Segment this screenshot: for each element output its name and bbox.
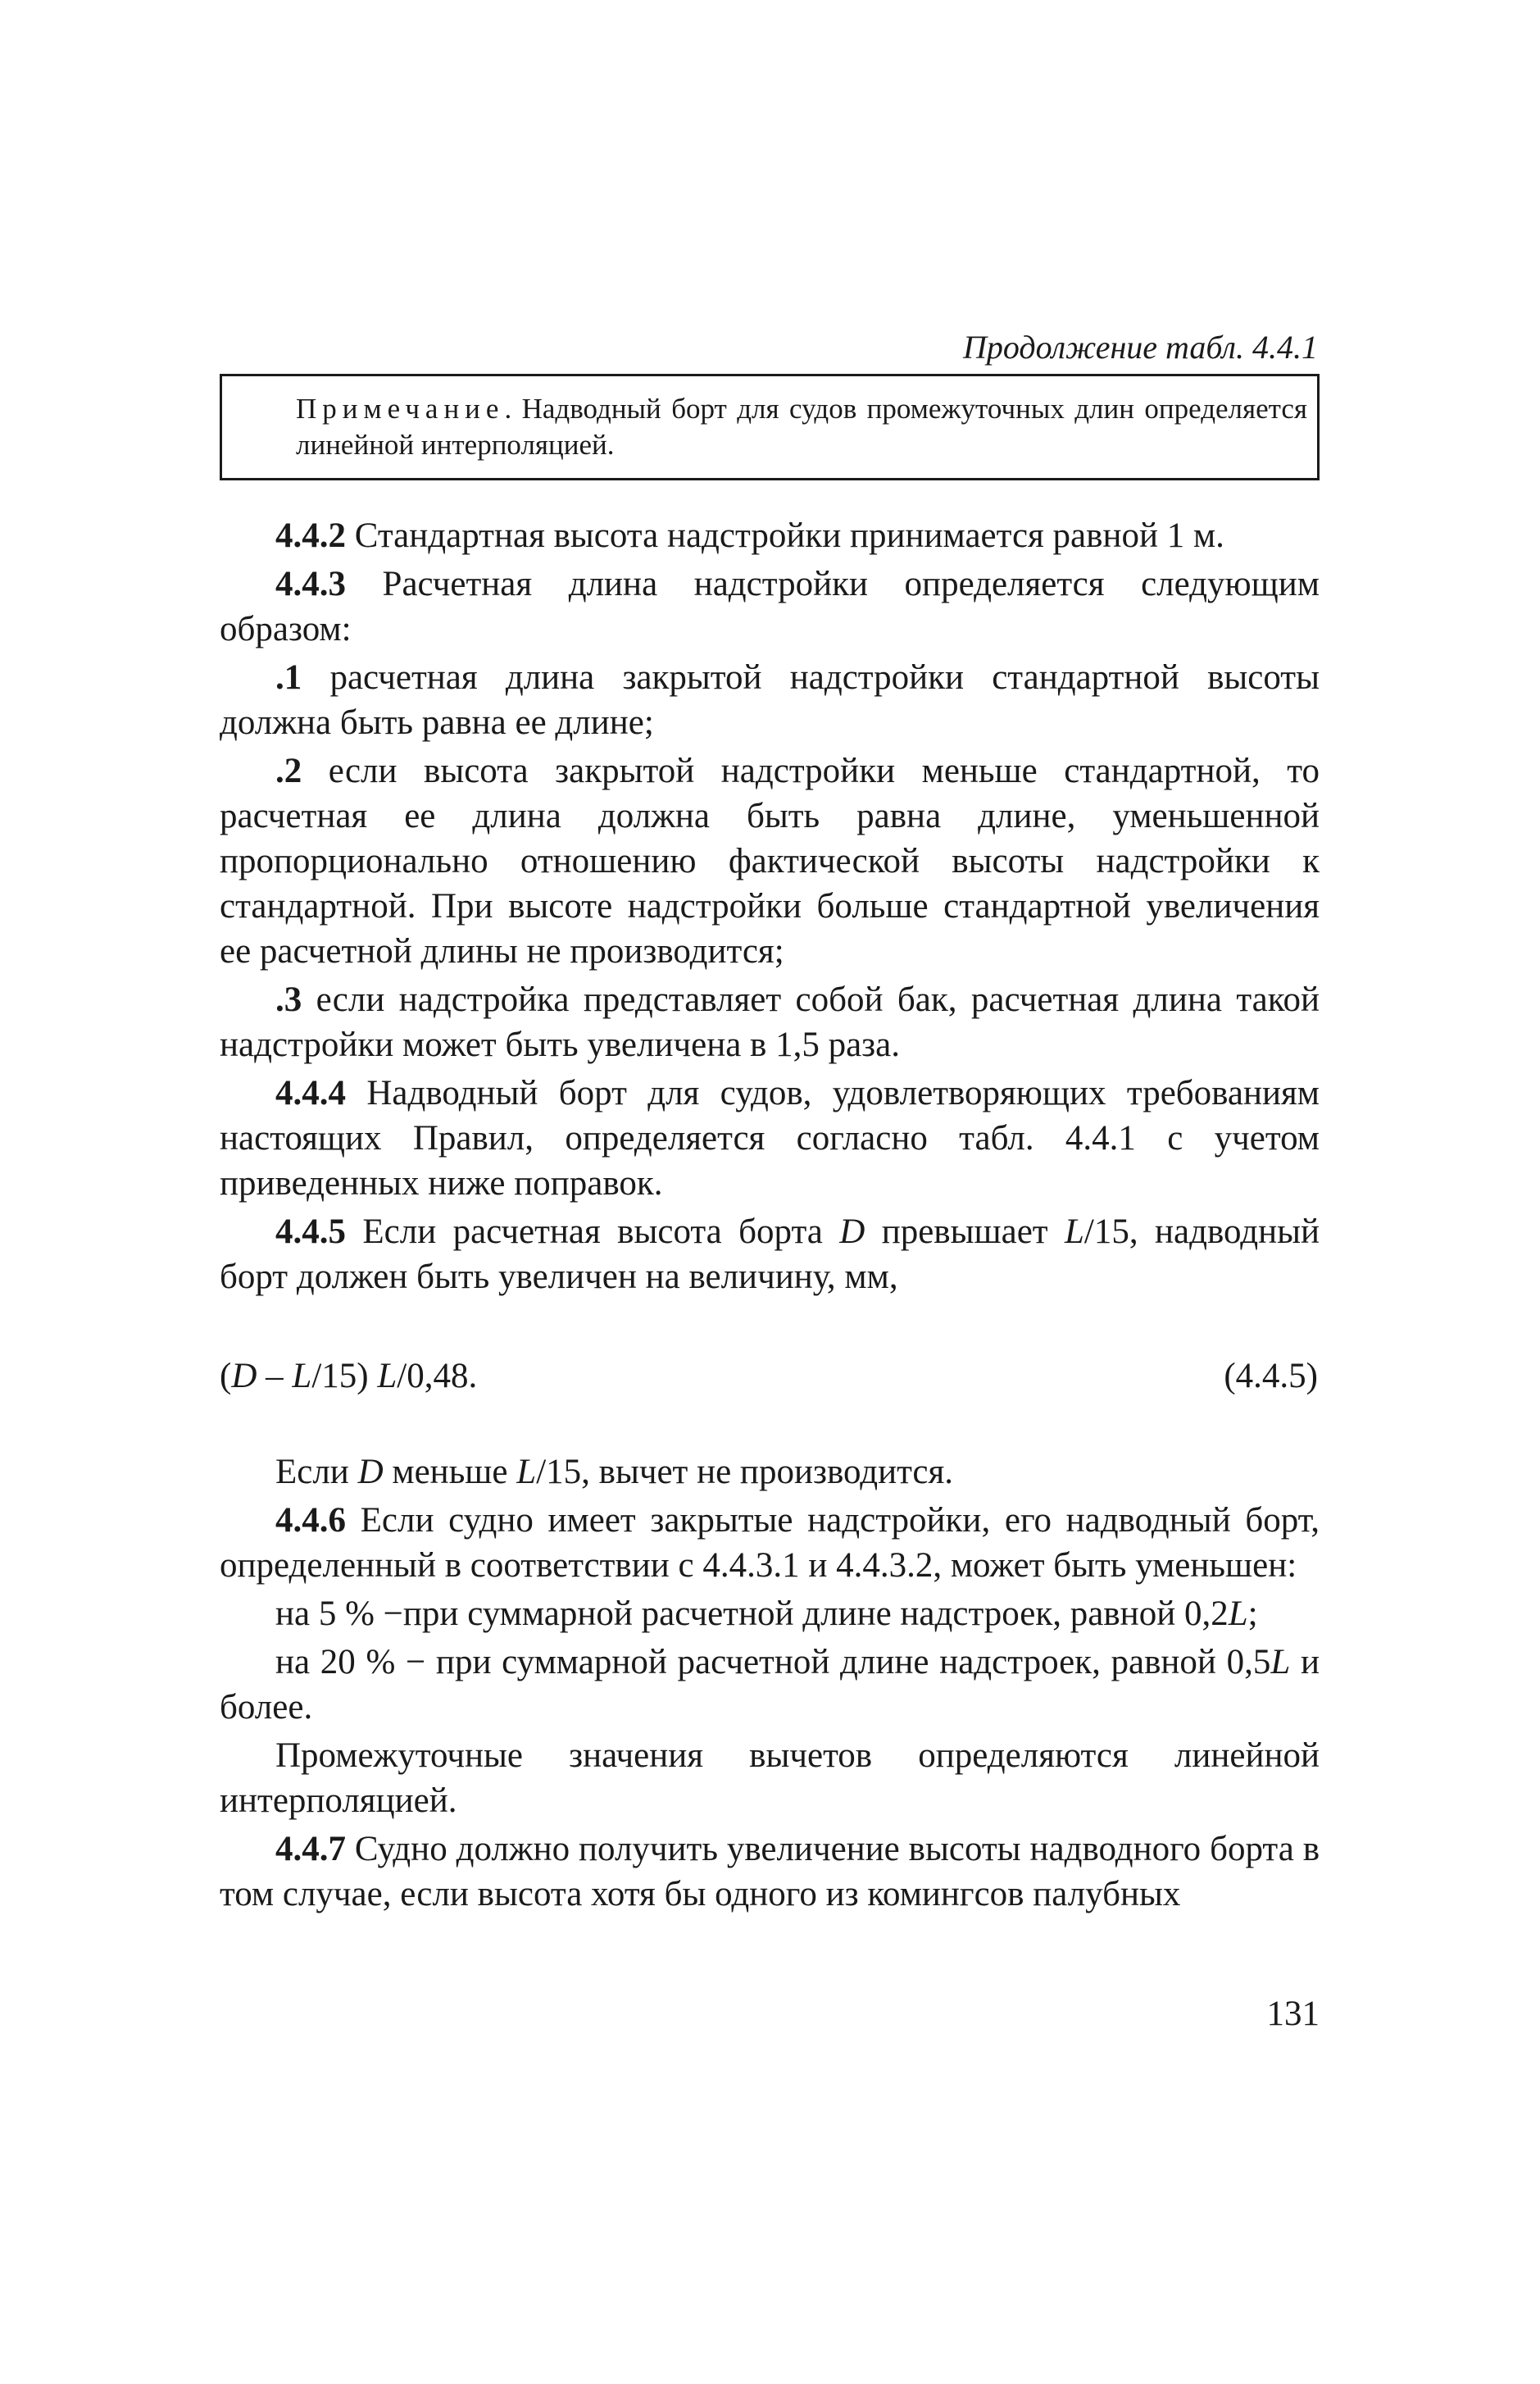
note-label: Примечание bbox=[296, 393, 505, 425]
reduction-item-1 bbox=[220, 1591, 1320, 1640]
section-number: 4.4.6 bbox=[275, 1501, 346, 1540]
paragraph-4-4-7 bbox=[220, 1827, 1320, 1920]
paragraph-text: /15, надводный борт должен быть увеличен на величину, мм, bbox=[220, 1212, 1320, 1296]
formula-part: ( bbox=[220, 1357, 232, 1395]
variable-L: L bbox=[1228, 1595, 1248, 1633]
paragraph-text: на 5 % −при суммарной расчетной длине надстроек, равной 0,2 bbox=[275, 1595, 1229, 1633]
item-number: .1 bbox=[275, 658, 302, 697]
paragraph-text: Если судно имеет закрытые надстройки, его надводный борт, определенный в соответствии с 4.4.3.1 и 4.4.3.2, может быть уменьшен: bbox=[220, 1501, 1320, 1585]
paragraph-4-4-2 bbox=[220, 513, 1320, 562]
variable-L: L bbox=[1064, 1212, 1084, 1251]
section-number: 4.4.5 bbox=[275, 1212, 346, 1251]
formula-part: /0,48. bbox=[397, 1357, 478, 1395]
document-page bbox=[220, 328, 1320, 2050]
note-text bbox=[232, 391, 1307, 463]
paragraph-4-4-6 bbox=[220, 1498, 1320, 1591]
paragraph-text: ; bbox=[1247, 1595, 1258, 1633]
formula-part: /15) bbox=[311, 1357, 378, 1395]
formula-part: – bbox=[257, 1357, 293, 1395]
note-body: . Надводный борт для судов промежуточных длин определяется линейной интерполяцией. bbox=[296, 393, 1307, 461]
variable-L: L bbox=[516, 1453, 537, 1491]
table-continuation-caption: Продолжение табл. 4.4.1 bbox=[962, 329, 1318, 366]
paragraph-4-4-4 bbox=[220, 1071, 1320, 1209]
paragraph-4-4-3-2 bbox=[220, 748, 1320, 977]
paragraph-4-4-3-1 bbox=[220, 655, 1320, 748]
note-box bbox=[220, 374, 1320, 480]
variable-L: L bbox=[1270, 1643, 1291, 1681]
paragraph-text: если надстройка представляет собой бак, расчетная длина такой надстройки может быть увеличена в 1,5 раза. bbox=[220, 980, 1320, 1064]
section-number: 4.4.4 bbox=[275, 1074, 346, 1112]
paragraph-text: /15, вычет не производится. bbox=[536, 1453, 954, 1491]
paragraph-text: на 20 % − при суммарной расчетной длине надстроек, равной 0,5 bbox=[275, 1643, 1271, 1681]
paragraph-text: Надводный борт для судов, удовлетворяющих требованиям настоящих Правил, определяется согласно табл. 4.4.1 с учетом приведенных ниже поправок. bbox=[220, 1074, 1320, 1203]
reduction-item-2 bbox=[220, 1640, 1320, 1733]
paragraph-text: расчетная длина закрытой надстройки стандартной высоты должна быть равна ее длине; bbox=[220, 658, 1320, 742]
section-number: 4.4.2 bbox=[275, 516, 346, 555]
paragraph-text: и более. bbox=[220, 1643, 1320, 1727]
paragraph-4-4-3-3 bbox=[220, 977, 1320, 1071]
variable-L: L bbox=[292, 1357, 312, 1395]
formula-number: (4.4.5) bbox=[1224, 1357, 1318, 1395]
paragraph-after-formula bbox=[220, 1449, 1320, 1498]
paragraph-text: Расчетная длина надстройки определяется следующим образом: bbox=[220, 565, 1320, 648]
item-number: .2 bbox=[275, 752, 302, 790]
paragraph-text: Стандартная высота надстройки принимается равной 1 м. bbox=[346, 516, 1224, 555]
paragraph-text: Если расчетная высота борта bbox=[346, 1212, 840, 1251]
section-number: 4.4.3 bbox=[275, 565, 346, 603]
variable-D: D bbox=[231, 1357, 257, 1395]
paragraph-text: превышает bbox=[865, 1212, 1065, 1251]
paragraph-4-4-5 bbox=[220, 1209, 1320, 1303]
variable-D: D bbox=[357, 1453, 384, 1491]
variable-D: D bbox=[839, 1212, 865, 1251]
paragraph-4-4-3 bbox=[220, 562, 1320, 655]
page-number: 131 bbox=[1266, 1995, 1320, 2033]
formula-4-4-5 bbox=[220, 1354, 1320, 1399]
paragraph-text: меньше bbox=[383, 1453, 517, 1491]
variable-L: L bbox=[377, 1357, 397, 1395]
section-number: 4.4.7 bbox=[275, 1830, 346, 1868]
paragraph-text: Судно должно получить увеличение высоты надводного борта в том случае, если высота хотя бы одного из комингсов палубных bbox=[220, 1830, 1320, 1913]
paragraph-text: если высота закрытой надстройки меньше стандартной, то расчетная ее длина должна быть равна длине, уменьшенной пропорционально отношению фактической высоты надстройки к стандартной. При высоте надстройки больше стандартной увеличения ее расчетной длины не производится; bbox=[220, 752, 1320, 971]
paragraph-text: Если bbox=[275, 1453, 358, 1491]
paragraph-intermediate: Промежуточные значения вычетов определяются линейной интерполяцией. bbox=[220, 1736, 1320, 1820]
item-number: .3 bbox=[275, 980, 302, 1019]
formula-expression bbox=[220, 1354, 477, 1399]
